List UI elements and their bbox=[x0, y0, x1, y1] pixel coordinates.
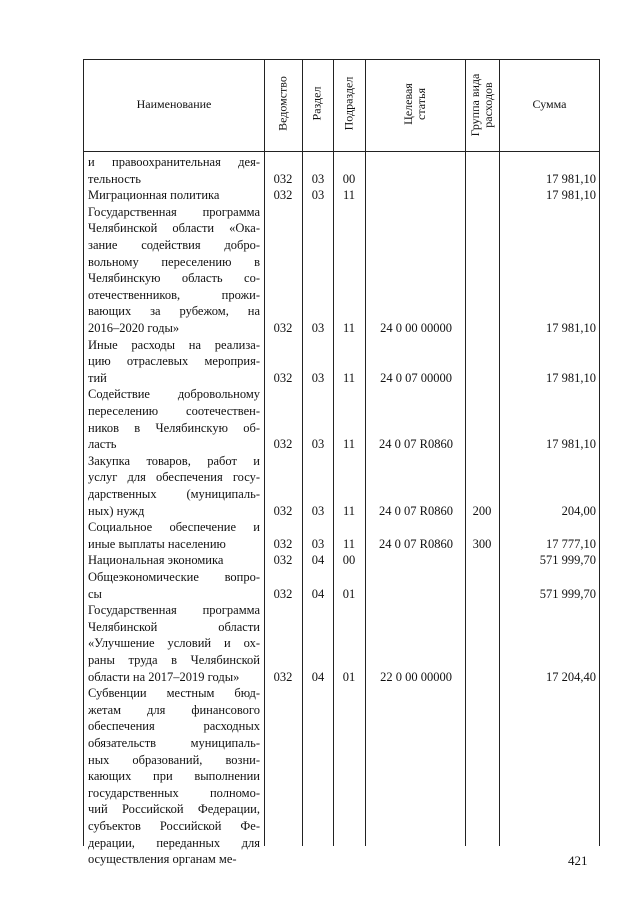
cell-celevaya: 24 0 07 R0860 bbox=[379, 437, 453, 452]
cell-razdel: 04 bbox=[311, 553, 325, 568]
row-name-line: обеспечения расходных bbox=[88, 719, 260, 734]
cell-razdel: 03 bbox=[311, 188, 325, 203]
row-name-line: дарственных (муниципаль- bbox=[88, 487, 260, 501]
col-border bbox=[83, 59, 84, 846]
row-name-line: Государственная программа bbox=[88, 603, 260, 618]
cell-ved: 032 bbox=[273, 188, 293, 203]
row-name-line: Иные расходы на реализа- bbox=[88, 337, 260, 352]
cell-podrazdel: 11 bbox=[342, 437, 356, 452]
row-name-line: государственных полномо- bbox=[88, 785, 260, 800]
header-gruppa bbox=[469, 60, 495, 150]
cell-summa: 17 777,10 bbox=[546, 536, 596, 551]
row-name-line: вающих за рубежом, на bbox=[88, 304, 260, 319]
cell-razdel: 03 bbox=[311, 437, 325, 452]
row-name-line: осуществления органам ме- bbox=[88, 852, 237, 867]
cell-celevaya: 24 0 07 R0860 bbox=[379, 536, 453, 551]
cell-celevaya: 24 0 07 00000 bbox=[380, 370, 452, 385]
col-border bbox=[365, 59, 366, 846]
header-name: Наименование bbox=[136, 97, 212, 111]
row-name-line: дерации, переданных для bbox=[88, 835, 260, 850]
row-name-line: Социальное обеспечение и bbox=[88, 520, 260, 535]
row-name-line: жетам для финансового bbox=[88, 702, 260, 717]
cell-podrazdel: 11 bbox=[342, 370, 356, 385]
page-number: 421 bbox=[568, 853, 588, 868]
row-name-line: тельность bbox=[88, 171, 141, 186]
row-name-line: услуг для обеспечения госу- bbox=[88, 470, 260, 485]
cell-razdel: 03 bbox=[311, 321, 325, 335]
row-name-line: Челябинской области bbox=[88, 619, 260, 634]
row-name-line: зание содействия добро- bbox=[88, 238, 260, 252]
row-name-line: Челябинской области «Ока- bbox=[88, 221, 260, 236]
row-name-line: тий bbox=[88, 370, 107, 385]
cell-podrazdel: 11 bbox=[342, 503, 356, 518]
row-name-line: области на 2017–2019 годы» bbox=[88, 669, 240, 684]
cell-summa: 17 981,10 bbox=[546, 188, 596, 203]
row-name-line: обязательств муниципаль- bbox=[88, 736, 260, 750]
cell-gruppa: 200 bbox=[472, 503, 492, 518]
row-name-line: ласть bbox=[88, 437, 117, 452]
row-name-line: Миграционная политика bbox=[88, 188, 220, 203]
cell-summa: 204,00 bbox=[561, 503, 596, 518]
col-border bbox=[302, 59, 303, 846]
cell-ved: 032 bbox=[273, 553, 293, 568]
row-name-line: кающих при выполнении bbox=[88, 769, 260, 784]
header-gruppa-line: расходов bbox=[481, 82, 495, 128]
header-gruppa-line: Группа вида bbox=[468, 73, 482, 137]
header-celevaya-line: статья bbox=[414, 88, 428, 120]
header-ved: Ведомство bbox=[275, 76, 290, 131]
cell-ved: 032 bbox=[273, 370, 293, 385]
row-name-line: ных) нужд bbox=[88, 503, 145, 518]
cell-summa: 571 999,70 bbox=[539, 553, 596, 568]
header-bottom-border bbox=[83, 151, 599, 152]
header-summa: Сумма bbox=[532, 97, 567, 111]
header-podrazdel: Подраздел bbox=[341, 76, 356, 131]
cell-celevaya: 24 0 00 00000 bbox=[380, 321, 452, 335]
col-border bbox=[333, 59, 334, 846]
row-name-line: иные выплаты населению bbox=[88, 536, 226, 551]
cell-gruppa: 300 bbox=[472, 536, 492, 551]
row-name-line: переселению соотечествен- bbox=[88, 404, 260, 418]
cell-summa: 17 981,10 bbox=[546, 321, 596, 335]
cell-celevaya: 24 0 07 R0860 bbox=[379, 503, 453, 518]
row-name-line: цию отраслевых мероприя- bbox=[88, 354, 260, 369]
cell-podrazdel: 00 bbox=[342, 171, 356, 186]
cell-summa: 17 204,40 bbox=[546, 669, 596, 684]
cell-podrazdel: 11 bbox=[342, 321, 356, 335]
row-name-line: Субвенции местным бюд- bbox=[88, 686, 260, 701]
row-name-line: сы bbox=[88, 586, 102, 601]
row-name-line: раны труда в Челябинской bbox=[88, 653, 260, 667]
row-name-line: субъектов Российской Фе- bbox=[88, 819, 260, 833]
col-border bbox=[599, 59, 600, 846]
row-name-line: ников в Челябинскую об- bbox=[88, 420, 260, 435]
row-name-line: Челябинскую область со- bbox=[88, 271, 260, 286]
cell-podrazdel: 00 bbox=[342, 553, 356, 568]
cell-summa: 17 981,10 bbox=[546, 171, 596, 186]
cell-summa: 571 999,70 bbox=[539, 586, 596, 601]
cell-razdel: 04 bbox=[311, 669, 325, 684]
cell-ved: 032 bbox=[273, 536, 293, 551]
row-name-line: и правоохранительная дея- bbox=[88, 155, 260, 169]
cell-razdel: 03 bbox=[311, 171, 325, 186]
row-name-line: Национальная экономика bbox=[88, 553, 224, 568]
cell-ved: 032 bbox=[273, 437, 293, 452]
cell-razdel: 03 bbox=[311, 370, 325, 385]
row-name-line: «Улучшение условий и ох- bbox=[88, 636, 260, 651]
cell-ved: 032 bbox=[273, 586, 293, 601]
table-top-border bbox=[83, 59, 599, 60]
cell-podrazdel: 01 bbox=[342, 586, 356, 601]
cell-celevaya: 22 0 00 00000 bbox=[380, 669, 452, 684]
cell-podrazdel: 01 bbox=[342, 669, 356, 684]
header-razdel: Раздел bbox=[309, 86, 324, 121]
row-name-line: Общеэкономические вопро- bbox=[88, 570, 260, 584]
col-border bbox=[465, 59, 466, 846]
cell-ved: 032 bbox=[273, 669, 293, 684]
row-name-line: ных образований, возни- bbox=[88, 752, 260, 767]
cell-ved: 032 bbox=[273, 171, 293, 186]
row-name-line: Содействие добровольному bbox=[88, 387, 260, 402]
row-name-line: 2016–2020 годы» bbox=[88, 321, 180, 335]
row-name-line: Государственная программа bbox=[88, 204, 260, 219]
cell-ved: 032 bbox=[273, 503, 293, 518]
cell-summa: 17 981,10 bbox=[546, 370, 596, 385]
cell-podrazdel: 11 bbox=[342, 536, 356, 551]
cell-summa: 17 981,10 bbox=[546, 437, 596, 452]
row-name-line: вольному переселению в bbox=[88, 254, 260, 269]
cell-razdel: 03 bbox=[311, 536, 325, 551]
col-border bbox=[264, 59, 265, 846]
cell-podrazdel: 11 bbox=[342, 188, 356, 203]
header-celevaya-line: Целевая bbox=[401, 83, 415, 125]
row-name-line: Закупка товаров, работ и bbox=[88, 453, 260, 468]
cell-ved: 032 bbox=[273, 321, 293, 335]
row-name-line: чий Российской Федерации, bbox=[88, 802, 260, 817]
cell-razdel: 04 bbox=[311, 586, 325, 601]
header-celevaya bbox=[402, 64, 428, 144]
row-name-line: отечественников, прожи- bbox=[88, 287, 260, 302]
cell-razdel: 03 bbox=[311, 503, 325, 518]
